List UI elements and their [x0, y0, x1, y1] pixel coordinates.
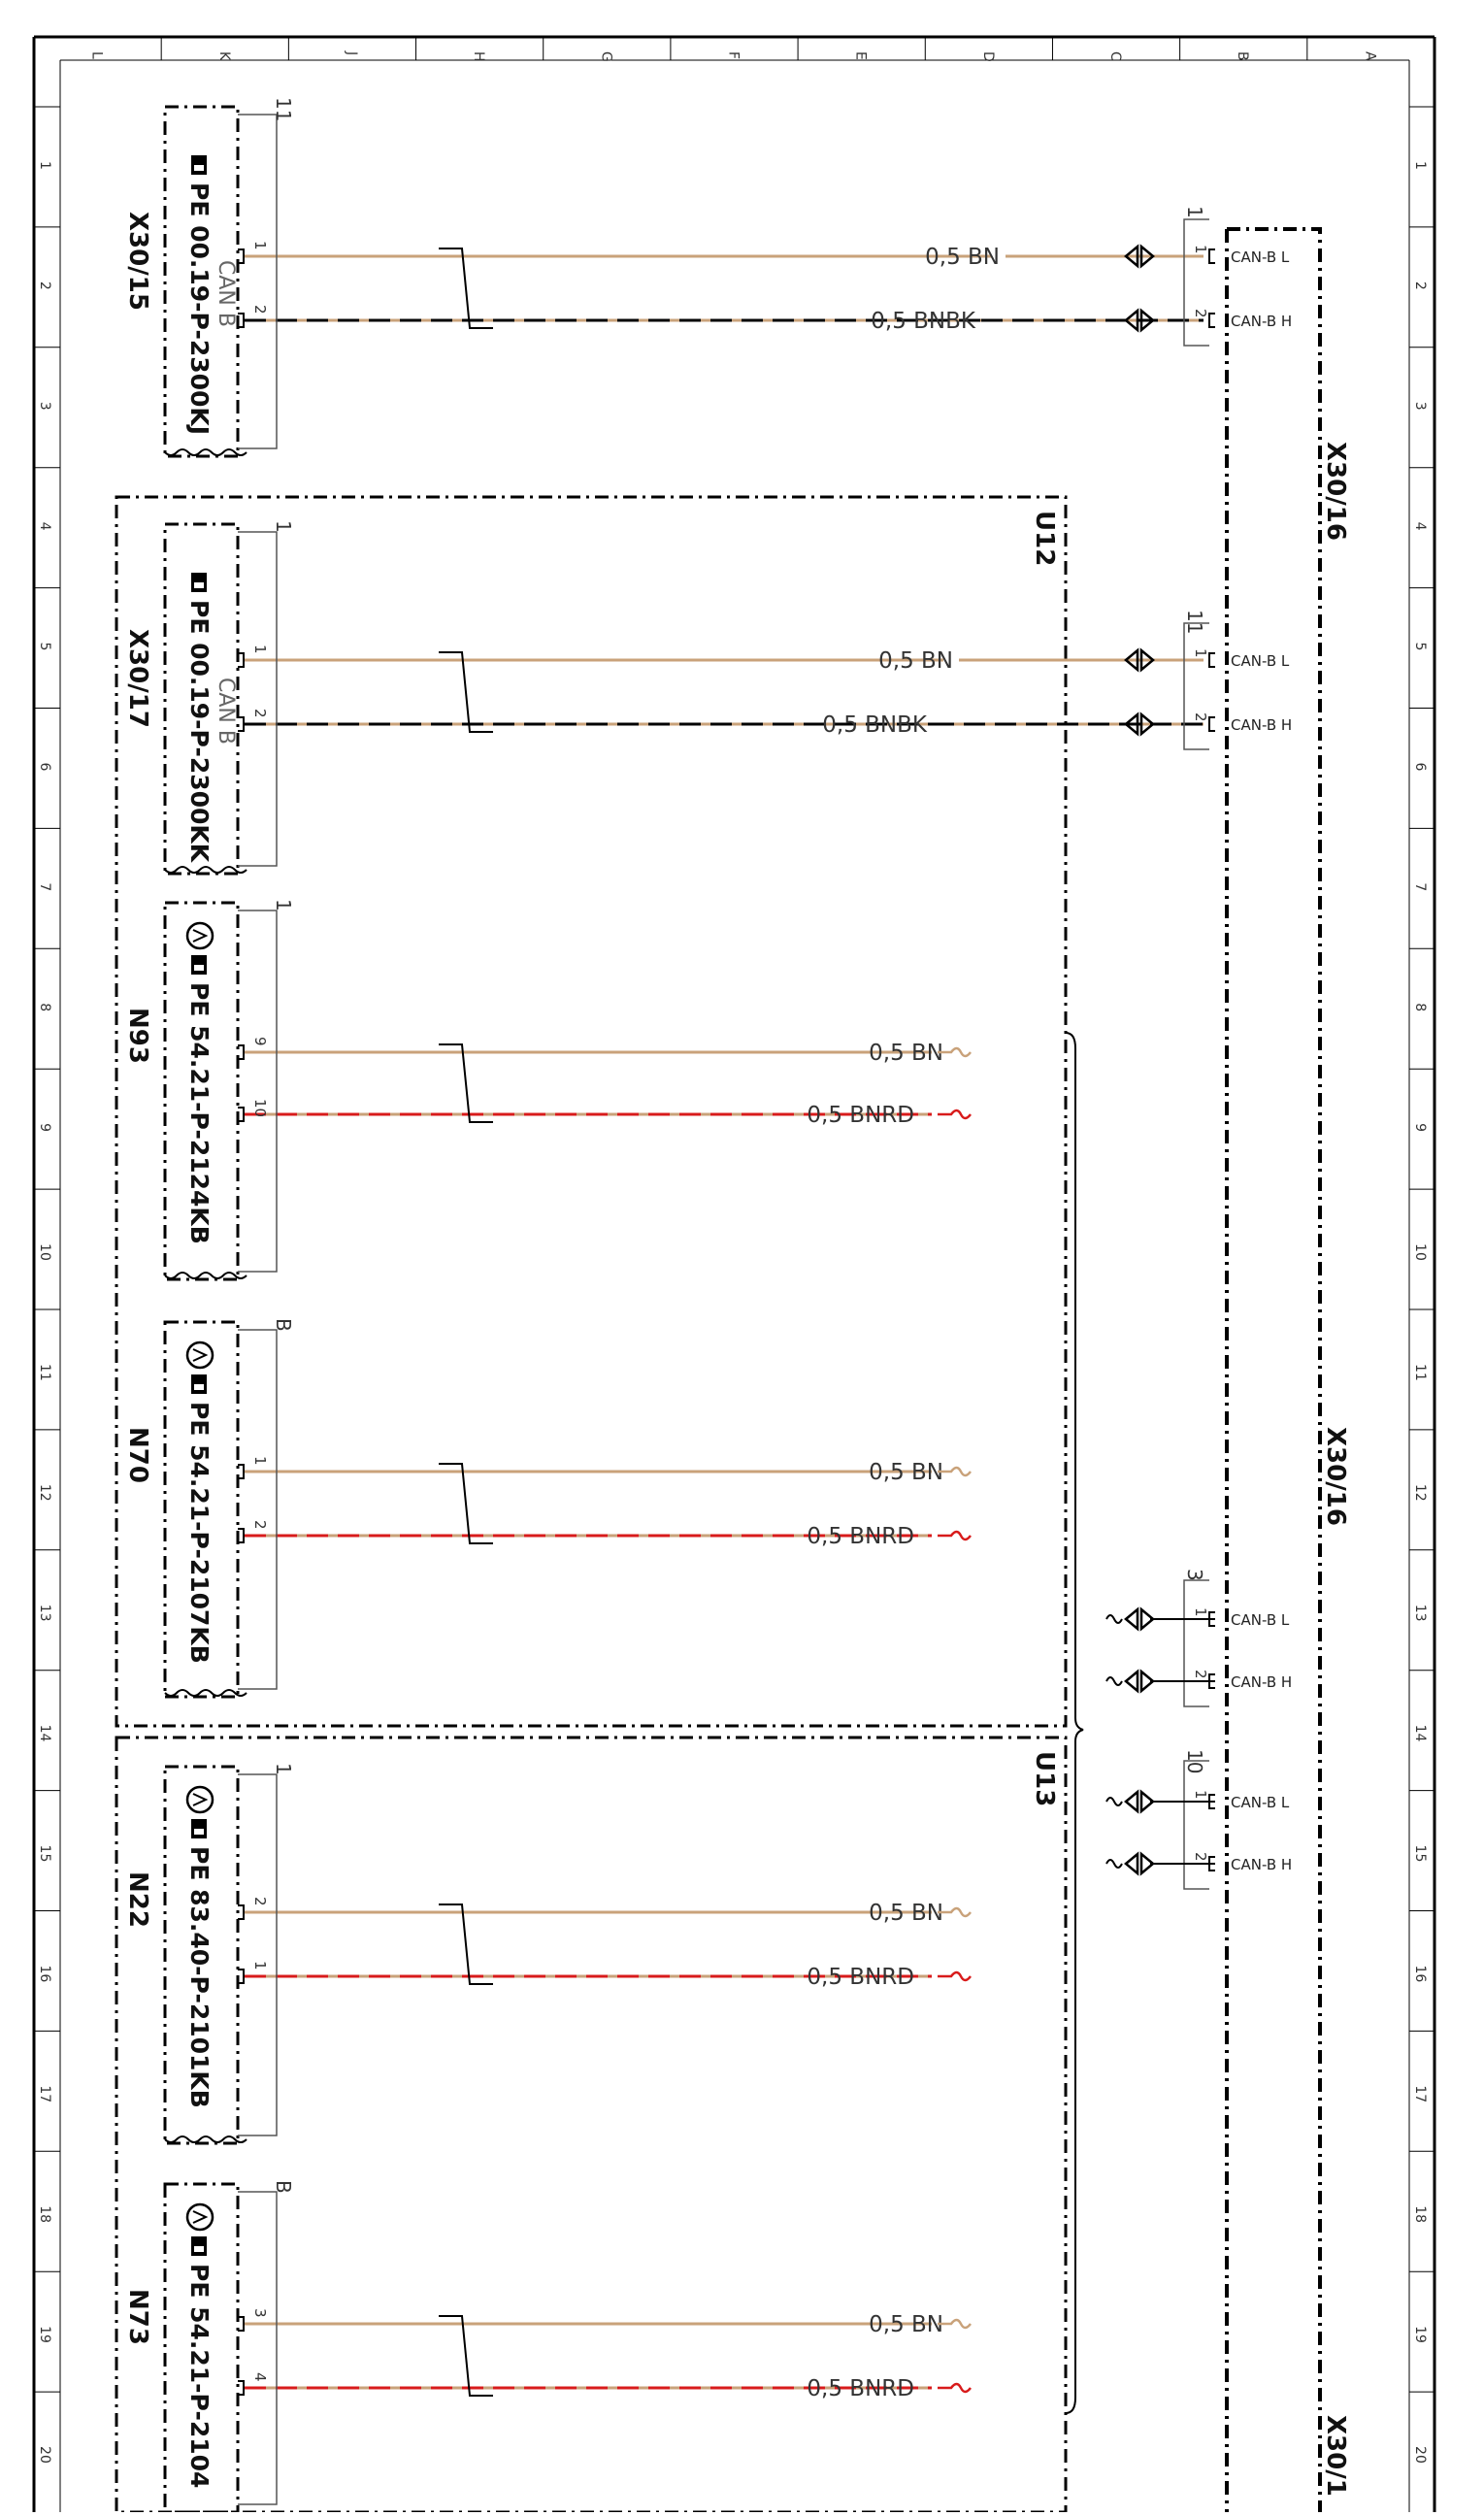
splice-label: U13	[1030, 1751, 1059, 1807]
column-label: J	[343, 51, 359, 56]
wire-label: 0,5 BN	[878, 648, 953, 674]
sensor-icon-arrow	[193, 930, 206, 942]
connector-arrow-icon	[1126, 1854, 1153, 1873]
wire-label: 0,5 BNBK	[871, 309, 975, 334]
connector-arrow-icon	[1126, 1672, 1153, 1691]
row-label-right: 17	[1412, 2085, 1428, 2103]
break-wave	[165, 1273, 247, 1278]
brace	[1066, 1033, 1083, 2413]
component-reference: PE 54.21-P-2124KB	[185, 982, 214, 1244]
wire-label: 0,5 BNRD	[807, 1103, 914, 1128]
column-label: G	[598, 51, 614, 62]
harness-mark	[439, 2316, 493, 2396]
wire-break-start	[1106, 1615, 1122, 1623]
component-reference: PE 00.19-P-2300KK	[185, 600, 214, 863]
column-label: A	[1362, 51, 1378, 61]
column-label: F	[725, 51, 742, 60]
wire-break-end	[938, 1532, 971, 1539]
row-label-left: 9	[37, 1123, 52, 1133]
row-label-left: 5	[37, 642, 52, 651]
pin-number: 1	[251, 241, 269, 250]
break-wave	[165, 867, 247, 873]
pin-number: 3	[251, 2308, 269, 2318]
end-terminal-label: CAN-B H	[1231, 1856, 1293, 1873]
row-label-right: 3	[1412, 401, 1428, 411]
wire-label: 0,5 BN	[925, 245, 1000, 270]
sensor-icon-arrow	[193, 1794, 206, 1805]
wire-label: 0,5 BN	[869, 1901, 943, 1926]
row-label-right: 9	[1412, 1123, 1428, 1133]
end-terminal-label: CAN-B H	[1231, 313, 1293, 330]
row-label-right: 16	[1412, 1965, 1428, 1983]
row-label-left: 19	[37, 2326, 52, 2343]
connector-number: B	[272, 2180, 295, 2194]
end-pin-number: 1	[1192, 648, 1209, 658]
right-connector-number: 3	[1183, 1569, 1206, 1581]
row-label-right: 10	[1412, 1243, 1428, 1261]
connector-number: 1	[272, 899, 295, 911]
end-terminal-label: CAN-B L	[1231, 248, 1290, 266]
row-label-right: 7	[1412, 882, 1428, 892]
connector-bracket	[238, 1774, 277, 2135]
hand-pointer-icon-detail	[194, 1384, 204, 1390]
row-label-left: 4	[37, 521, 52, 531]
splice-box	[116, 1738, 1066, 2512]
component-id: N70	[123, 1427, 152, 1483]
pin-number: 2	[251, 709, 269, 718]
row-label-right: 2	[1412, 281, 1428, 290]
connector-number: 1	[272, 1763, 295, 1775]
connector-arrow-icon	[1126, 1792, 1153, 1811]
right-connector-3	[1106, 1569, 1292, 1706]
wire-label: 0,5 BN	[869, 1460, 943, 1485]
pin-number: 2	[251, 1520, 269, 1530]
x30-16-label: X30/16	[1321, 442, 1350, 541]
connector-bracket	[238, 1330, 277, 1689]
pin-terminal	[238, 2381, 244, 2395]
components	[123, 97, 493, 2512]
right-connector-number: 1	[1183, 206, 1206, 218]
wire-label: 0,5 BNRD	[807, 1965, 914, 1990]
wire-break-end	[938, 2384, 971, 2392]
row-label-right: 12	[1412, 1483, 1428, 1502]
x30-16-label: X30/1	[1321, 2415, 1350, 2497]
end-pin-number: 1	[1192, 245, 1209, 254]
hand-pointer-icon-detail	[194, 1829, 204, 1835]
row-label-left: 18	[37, 2205, 52, 2224]
right-connector-bracket	[1184, 1580, 1209, 1706]
row-label-right: 15	[1412, 1844, 1428, 1863]
wire-break-end	[938, 1972, 971, 1980]
wire-label: 0,5 BNRD	[807, 2376, 914, 2401]
component-n93	[123, 899, 493, 1279]
break-wave	[165, 1690, 247, 1696]
row-label-left: 11	[37, 1363, 52, 1381]
end-terminal-label: CAN-B L	[1231, 1794, 1290, 1811]
row-label-left: 17	[37, 2085, 52, 2103]
component-id: N73	[123, 2289, 152, 2345]
column-label: E	[852, 51, 869, 60]
sensor-icon	[187, 2204, 213, 2230]
harness-mark	[439, 1464, 493, 1543]
break-wave	[165, 449, 247, 455]
row-label-right: 8	[1412, 1003, 1428, 1012]
end-terminal-label: CAN-B L	[1231, 1611, 1290, 1629]
column-label: L	[88, 51, 105, 59]
row-label-left: 10	[37, 1243, 52, 1261]
row-label-right: 19	[1412, 2326, 1428, 2343]
end-pin-number: 2	[1192, 1670, 1209, 1679]
component-n73	[123, 2180, 493, 2512]
hand-pointer-icon-detail	[194, 582, 204, 588]
connector-number: 11	[272, 97, 295, 122]
wire-label: 0,5 BN	[869, 2312, 943, 2337]
column-label: C	[1107, 51, 1124, 61]
hand-pointer-icon-detail	[194, 2246, 204, 2252]
column-label: D	[979, 51, 996, 62]
grid-labels	[34, 37, 1435, 2464]
component-reference: PE 54.21-P-2107KB	[185, 1402, 214, 1664]
row-label-right: 1	[1412, 160, 1428, 170]
pin-number: 1	[251, 645, 269, 654]
wire-break-end	[938, 1110, 971, 1118]
sensor-icon	[187, 1787, 213, 1812]
row-label-right: 13	[1412, 1604, 1428, 1622]
sensor-icon	[187, 923, 213, 948]
component-n70	[123, 1318, 493, 1697]
column-label: K	[215, 51, 232, 61]
sensor-icon-arrow	[193, 1349, 206, 1361]
right-connector-bracket	[1184, 623, 1209, 749]
end-pin-number: 2	[1192, 309, 1209, 318]
wires	[245, 245, 1292, 2401]
pin-number: 2	[251, 1897, 269, 1906]
end-pin-number: 1	[1192, 1790, 1209, 1800]
row-label-left: 16	[37, 1965, 52, 1983]
component-x30-15	[123, 97, 493, 456]
right-connector-bracket	[1184, 219, 1209, 346]
harness-mark	[439, 652, 493, 732]
row-label-left: 14	[37, 1724, 52, 1742]
hand-pointer-icon-detail	[194, 165, 204, 171]
pin-number: 2	[251, 305, 269, 314]
row-label-left: 12	[37, 1483, 52, 1502]
connector-number: 1	[272, 520, 295, 533]
pin-number: 1	[251, 1961, 269, 1970]
end-pin-number: 2	[1192, 712, 1209, 722]
hand-pointer-icon-detail	[194, 965, 204, 971]
row-label-right: 5	[1412, 642, 1428, 651]
column-label: B	[1235, 51, 1251, 61]
component-id: N22	[123, 1871, 152, 1928]
right-connector-number: 11	[1183, 610, 1206, 635]
break-wave	[165, 2136, 247, 2142]
pin-number: 10	[251, 1099, 269, 1118]
bus-label: CAN B	[214, 678, 238, 745]
right-connector-10	[1106, 1749, 1292, 1889]
pin-number: 9	[251, 1037, 269, 1046]
connector-bracket	[238, 2192, 277, 2504]
end-terminal-label: CAN-B H	[1231, 716, 1293, 734]
wire-label: 0,5 BNBK	[822, 712, 927, 738]
wire-break-start	[1106, 1798, 1122, 1805]
column-label: H	[471, 51, 487, 62]
right-connector-bracket	[1184, 1761, 1209, 1889]
end-terminal-label: CAN-B L	[1231, 652, 1290, 670]
right-connector-number: 10	[1183, 1749, 1206, 1774]
right-connector-1	[1183, 206, 1209, 346]
splice-boxes	[116, 229, 1350, 2512]
row-label-left: 2	[37, 281, 52, 290]
splice-label: U12	[1030, 511, 1059, 567]
row-label-left: 6	[37, 762, 52, 772]
x30-16-label: X30/16	[1321, 1427, 1350, 1526]
end-pin-number: 2	[1192, 1852, 1209, 1862]
row-label-left: 20	[37, 2446, 52, 2464]
component-reference: PE 00.19-P-2300KJ	[185, 182, 214, 436]
connector-bracket	[238, 532, 277, 866]
component-id: X30/17	[123, 629, 152, 728]
row-label-left: 15	[37, 1844, 52, 1863]
harness-mark	[439, 1904, 493, 1984]
row-label-right: 11	[1412, 1363, 1428, 1381]
row-label-right: 20	[1412, 2446, 1428, 2464]
harness-mark	[439, 248, 493, 328]
bus-label: CAN B	[214, 260, 238, 327]
row-label-right: 6	[1412, 762, 1428, 772]
component-x30-17	[123, 520, 493, 874]
wire-label: 0,5 BN	[869, 1041, 943, 1066]
sensor-icon-arrow	[193, 2211, 206, 2223]
right-connector-11	[1183, 610, 1209, 749]
wire-break-start	[1106, 1677, 1122, 1685]
component-n22	[123, 1763, 493, 2143]
component-id: X30/15	[123, 212, 152, 311]
right-connectors	[1106, 206, 1292, 1889]
pin-number: 4	[251, 2372, 269, 2382]
x30-16-bus-outline	[1227, 229, 1320, 2512]
row-label-right: 14	[1412, 1724, 1428, 1742]
component-reference: PE 83.40-P-2101KB	[185, 1846, 214, 2108]
component-reference: PE 54.21-P-2104	[185, 2264, 214, 2489]
row-label-left: 13	[37, 1604, 52, 1622]
row-label-left: 7	[37, 882, 52, 892]
connector-bracket	[238, 910, 277, 1272]
harness-mark	[439, 1044, 493, 1122]
wire-label: 0,5 BNRD	[807, 1524, 914, 1549]
connector-arrow-icon	[1126, 1609, 1153, 1629]
end-pin-number: 1	[1192, 1607, 1209, 1617]
row-label-left: 8	[37, 1003, 52, 1012]
row-label-right: 18	[1412, 2205, 1428, 2224]
connector-number: B	[272, 1318, 295, 1332]
component-id: N93	[123, 1008, 152, 1064]
row-label-right: 4	[1412, 521, 1428, 531]
row-label-left: 1	[37, 160, 52, 170]
row-label-left: 3	[37, 401, 52, 411]
pin-number: 1	[251, 1456, 269, 1466]
end-terminal-label: CAN-B H	[1231, 1673, 1293, 1691]
sensor-icon	[187, 1342, 213, 1368]
wire-break-start	[1106, 1860, 1122, 1868]
connector-bracket	[238, 115, 277, 448]
